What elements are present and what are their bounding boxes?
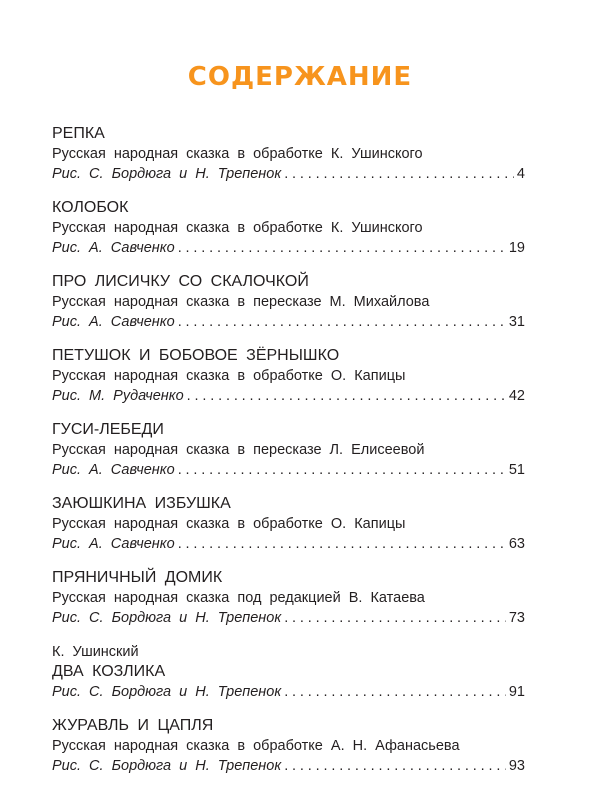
credit-line [52, 608, 525, 628]
illustrator-credit: Рис. М. Рудаченко [52, 388, 184, 404]
toc-entry-gusi-lebedi[interactable] [52, 420, 525, 480]
story-title: ПЕТУШОК И БОБОВОЕ ЗЁРНЫШКО [52, 347, 340, 364]
credit-line [52, 386, 525, 406]
toc-entry-petushok[interactable] [52, 346, 525, 406]
credit-line [52, 534, 525, 554]
story-title: ГУСИ-ЛЕБЕДИ [52, 421, 164, 438]
credit-line [52, 238, 525, 258]
dot-leader [178, 534, 506, 554]
credit-line [52, 756, 525, 776]
page-number: 51 [508, 462, 525, 478]
credit-line [52, 312, 525, 332]
dot-leader [178, 460, 506, 480]
story-title: ПРО ЛИСИЧКУ СО СКАЛОЧКОЙ [52, 273, 309, 290]
dot-leader [178, 312, 506, 332]
page-number: 93 [508, 758, 525, 774]
illustrator-credit: Рис. С. Бордюга и Н. Трепенок [52, 684, 282, 700]
illustrator-credit: Рис. С. Бордюга и Н. Трепенок [52, 166, 282, 182]
credit-line [52, 460, 525, 480]
table-of-contents [52, 124, 525, 790]
page-number: 31 [508, 314, 525, 330]
story-subtitle: Русская народная сказка в обработке К. Ушинского [52, 220, 423, 236]
dot-leader [178, 238, 506, 258]
page-number: 4 [516, 166, 525, 182]
story-title: ПРЯНИЧНЫЙ ДОМИК [52, 569, 223, 586]
toc-entry-zhuravl[interactable] [52, 716, 525, 776]
story-title: РЕПКА [52, 125, 105, 142]
toc-entry-zayushkina[interactable] [52, 494, 525, 554]
illustrator-credit: Рис. А. Савченко [52, 314, 175, 330]
dot-leader [284, 682, 506, 702]
toc-entry-pryanichny[interactable] [52, 568, 525, 628]
page-title: СОДЕРЖАНИЕ [187, 62, 413, 92]
illustrator-credit: Рис. А. Савченко [52, 536, 175, 552]
toc-entry-lisichka[interactable] [52, 272, 525, 332]
dot-leader [187, 386, 506, 406]
page-number: 19 [508, 240, 525, 256]
story-subtitle: Русская народная сказка в обработке О. Капицы [52, 368, 406, 384]
story-subtitle: Русская народная сказка в обработке А. Н. Афанасьева [52, 738, 460, 754]
story-subtitle: Русская народная сказка в обработке О. Капицы [52, 516, 406, 532]
story-subtitle: Русская народная сказка под редакцией В. Катаева [52, 590, 425, 606]
page-number: 91 [508, 684, 525, 700]
story-title: ДВА КОЗЛИКА [52, 663, 166, 680]
story-author: К. Ушинский [52, 644, 139, 660]
story-title: ЗАЮШКИНА ИЗБУШКА [52, 495, 231, 512]
illustrator-credit: Рис. А. Савченко [52, 462, 175, 478]
story-title: ЖУРАВЛЬ И ЦАПЛЯ [52, 717, 214, 734]
illustrator-credit: Рис. С. Бордюга и Н. Трепенок [52, 758, 282, 774]
story-subtitle: Русская народная сказка в пересказе М. Михайлова [52, 294, 430, 310]
toc-entry-repka[interactable] [52, 124, 525, 184]
story-subtitle: Русская народная сказка в пересказе Л. Елисеевой [52, 442, 425, 458]
story-subtitle: Русская народная сказка в обработке К. Ушинского [52, 146, 423, 162]
toc-entry-dva-kozlika[interactable] [52, 642, 525, 702]
toc-entry-kolobok[interactable] [52, 198, 525, 258]
dot-leader [284, 608, 506, 628]
story-title: КОЛОБОК [52, 199, 129, 216]
dot-leader [284, 756, 506, 776]
page-number: 73 [508, 610, 525, 626]
dot-leader [284, 164, 514, 184]
page-number: 63 [508, 536, 525, 552]
page-number: 42 [508, 388, 525, 404]
credit-line [52, 164, 525, 184]
illustrator-credit: Рис. А. Савченко [52, 240, 175, 256]
illustrator-credit: Рис. С. Бордюга и Н. Трепенок [52, 610, 282, 626]
credit-line [52, 682, 525, 702]
